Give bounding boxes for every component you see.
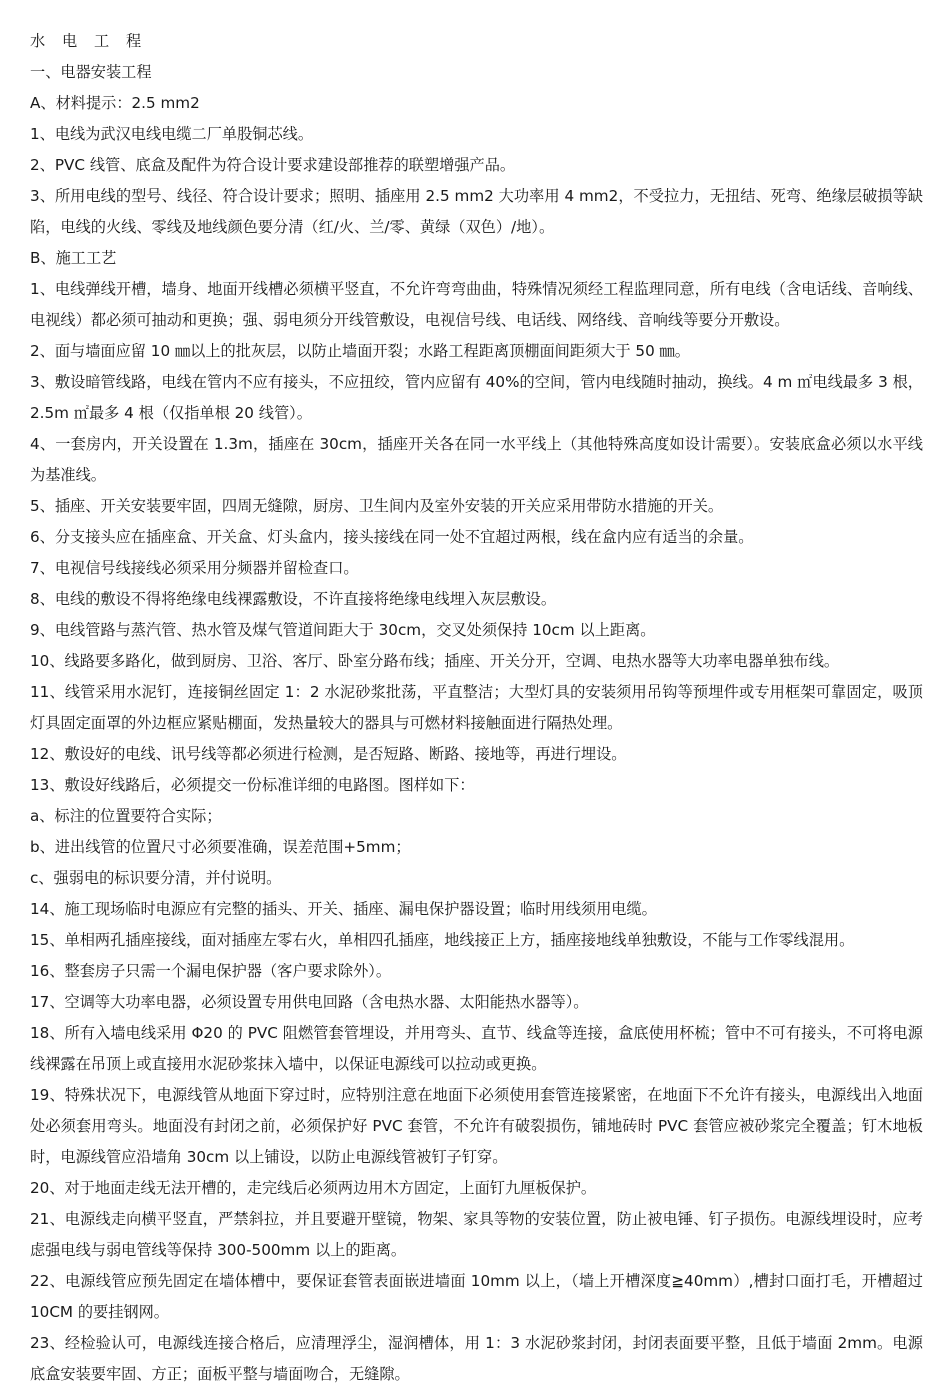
paragraph: 18、所有入墙电线采用 Φ20 的 PVC 阻燃管套管埋设，并用弯头、直节、线盒等连接，盒底使用杯梳；管中不可有接头，不可将电源线裸露在吊顶上或直接用水泥砂浆抹入墙中，以保证电源线可以拉动或更换。 (30, 1024, 923, 1073)
paragraph: 1、电线弹线开槽，墙身、地面开线槽必须横平竖直，不允许弯弯曲曲，特殊情况须经工程监理同意，所有电线（含电话线、音响线、电视线）都必须可抽动和更换；强、弱电须分开线管敷设，电视信号线、电话线、网络线、音响线等要分开敷设。 (30, 280, 923, 329)
paragraph: 21、电源线走向横平竖直，严禁斜拉，并且要避开壁镜，物架、家具等物的安装位置，防止被电锤、钉子损伤。电源线埋设时，应考虑强电线与弱电管线等保持 300-500mm 以上的距离。 (30, 1210, 923, 1259)
subsection-heading: A、材料提示：2.5 mm2 (30, 94, 200, 112)
paragraph: 6、分支接头应在插座盒、开关盒、灯头盒内，接头接线在同一处不宜超过两根，线在盒内应有适当的余量。 (30, 528, 754, 546)
paragraph: 15、单相两孔插座接线，面对插座左零右火，单相四孔插座，地线接正上方，插座接地线单独敷设，不能与工作零线混用。 (30, 931, 855, 949)
paragraph: 3、所用电线的型号、线径、符合设计要求；照明、插座用 2.5 mm2 大功率用 4 mm2，不受拉力，无扭结、死弯、绝缘层破损等缺陷，电线的火线、零线及地线颜色要分清（红/火、兰/零、黄绿（双色）/地）。 (30, 187, 923, 236)
paragraph: 4、一套房内，开关设置在 1.3m，插座在 30cm，插座开关各在同一水平线上（其他特殊高度如设计需要）。安装底盒必须以水平线为基准线。 (30, 435, 923, 484)
paragraph: 9、电线管路与蒸汽管、热水管及煤气管道间距大于 30cm，交叉处须保持 10cm 以上距离。 (30, 621, 656, 639)
paragraph: 1、电线为武汉电线电缆二厂单股铜芯线。 (30, 125, 314, 143)
paragraph: 5、插座、开关安装要牢固，四周无缝隙，厨房、卫生间内及室外安装的开关应采用带防水措施的开关。 (30, 497, 724, 515)
paragraph: 16、整套房子只需一个漏电保护器（客户要求除外）。 (30, 962, 392, 980)
document-title: 水 电 工 程 (30, 32, 148, 50)
paragraph: 11、线管采用水泥钉，连接铜丝固定 1：2 水泥砂浆批荡，平直整洁；大型灯具的安装须用吊钩等预埋件或专用框架可靠固定，吸顶灯具固定面罩的外边框应紧贴棚面，发热量较大的器具与可燃材料接触面进行隔热处理。 (30, 683, 923, 732)
paragraph: 17、空调等大功率电器，必须设置专用供电回路（含电热水器、太阳能热水器等）。 (30, 993, 589, 1011)
paragraph: 2、面与墙面应留 10 ㎜以上的批灰层，以防止墙面开裂；水路工程距离顶棚面间距须大于 50 ㎜。 (30, 342, 690, 360)
list-item: c、强弱电的标识要分清，并付说明。 (30, 869, 282, 887)
paragraph: 23、经检验认可，电源线连接合格后，应清理浮尘，湿润槽体，用 1：3 水泥砂浆封闭，封闭表面要平整，且低于墙面 2mm。电源底盒安装要牢固、方正；面板平整与墙面吻合，无缝隙。 (30, 1334, 923, 1383)
paragraph: 13、敷设好线路后，必须提交一份标准详细的电路图。图样如下： (30, 776, 475, 794)
list-item: b、进出线管的位置尺寸必须要准确，误差范围+5mm； (30, 838, 411, 856)
paragraph: 2、PVC 线管、底盒及配件为符合设计要求建设部推荐的联塑增强产品。 (30, 156, 516, 174)
document-body (30, 26, 923, 1390)
paragraph: 8、电线的敷设不得将绝缘电线裸露敷设，不许直接将绝缘电线埋入灰层敷设。 (30, 590, 557, 608)
paragraph: 20、对于地面走线无法开槽的，走完线后必须两边用木方固定，上面钉九厘板保护。 (30, 1179, 597, 1197)
paragraph: 3、敷设暗管线路，电线在管内不应有接头，不应扭绞，管内应留有 40%的空间，管内电线随时抽动，换线。4 m ㎡电线最多 3 根，2.5m ㎡最多 4 根（仅指单根 20 线管）。 (30, 373, 923, 422)
paragraph: 7、电视信号线接线必须采用分频器并留检查口。 (30, 559, 359, 577)
paragraph: 10、线路要多路化，做到厨房、卫浴、客厅、卧室分路布线；插座、开关分开，空调、电热水器等大功率电器单独布线。 (30, 652, 840, 670)
section-heading: 一、电器安装工程 (30, 63, 152, 81)
list-item: a、标注的位置要符合实际； (30, 807, 222, 825)
subsection-heading: B、施工工艺 (30, 249, 117, 267)
paragraph: 12、敷设好的电线、讯号线等都必须进行检测，是否短路、断路、接地等，再进行埋设。 (30, 745, 627, 763)
paragraph: 14、施工现场临时电源应有完整的插头、开关、插座、漏电保护器设置；临时用线须用电缆。 (30, 900, 657, 918)
paragraph: 22、电源线管应预先固定在墙体槽中，要保证套管表面嵌进墙面 10mm 以上，（墙上开槽深度≧40mm）,槽封口面打毛，开槽超过 10CM 的要挂钢网。 (30, 1272, 923, 1321)
paragraph: 19、特殊状况下，电源线管从地面下穿过时，应特别注意在地面下必须使用套管连接紧密，在地面下不允许有接头，电源线出入地面处必须套用弯头。地面没有封闭之前，必须保护好 PVC 套管，不允许有破裂损伤，铺地砖时 PVC 套管应被砂浆完全覆盖；钉木地板时，电源线管应沿墙角 30cm 以上铺设，以防止电源线管被钉子钉穿。 (30, 1086, 923, 1166)
